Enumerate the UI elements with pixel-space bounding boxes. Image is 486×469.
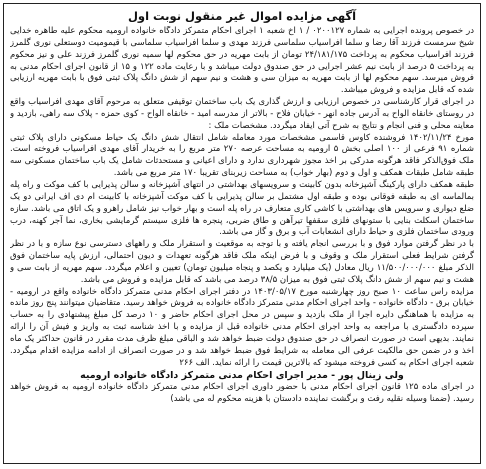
paragraph-description: طبقه همکف دارای پارکینگ آشپزخانه بدون کابینت و سرویسهای بهداشتی در انتهای آشپزخانه و سالن پذیرایی با کف موکت و راه پله بمالماسه ای به طبقه فوقانی بوده و طبقه اول مشتمل بر سالن پذیرایی با کف موکت آشپزخانه با کابینت ام دی اف ایرانی دو یک ضلع دیواری و سرویس های بهداشتی با کاشی کاری متعارف در راه پله است و بهار خواب نیز شامل راهرو و یک اتاق می باشد. سازه ساختمان اسکلت بنایی با ستونهای فلزی سقفها تیرآهن و طاق ضربی، پنجره ها فلزی سیستم گرمایشی بخاری، نما آجر کهنه، درب ورودی ساختمان فلزی و حیاط دارای انشعابات آب و برق و گاز می باشد.	[10, 179, 474, 238]
notice-body	[10, 26, 474, 459]
paragraph-case: در خصوص پرونده اجرایی به شماره ۰۲۰۰۱۲۷ / ۱ اخ شعبه ۱ اجرای احکام متمرکز دادگاه خانواده ارومیه محکوم علیه طاهره خدایی شیخ سرمست فرزند آقا رضا و سلما افراسیاب سلماسی فرزند مهدی و سلما افراسیاب سلماسی با قیمومیت دوستعلی نوری گلمرز فرزند افراسیاب محکوم به پرداخت ۲۴/۱۸۱/۱۷۵ تومان از بابت مهریه در حق محکوم لها سمیه نوری گلمرز فرزند علی و نیز محکوم به پرداخت ۵ درصد از بابت نیم عشر اجرایی در حق صندوق دولت میباشد و با رعایت ماده ۱۲۲ و ۱۵ از قانون اجرای احکام مدنی به فروش میرسد. سهم محکوم لها از بابت مهریه به میزان سی و هشت و نیم سهم از شش دانگ پلاک ثبتی فوق با بابت مهریه ارزیابی شده که قابل مزایده و فروش میباشد.	[10, 26, 474, 96]
notice-title: آگهی مزایده اموال غیر منقول نوبت اول	[127, 9, 357, 23]
paragraph-valuation: با در نظر گرفتن موارد فوق و با بررسی انجام یافته و با توجه به موقعیت و استقرار ملک و راههای دسترسی نوع سازه و با در نظر گرفتن شرایط فعلی استقرار ملک و وقوف و با فرض اینکه ملک فاقد هرگونه تعهدات و دیون احتمالی، ارزش پایه ساختمان فوق الذکر مبلغ ۱۱/۵۰۰/۰۰۰/۰۰۰ ریال معادل (یک میلیارد و یکصد و پنجاه میلیون تومان) تعیین و اعلام میگردد. سهم مهریه از بابت سی و هشت و نیم سهم از شش دانگ پلاک ثبتی فوق به میزان ۳۸/۵ درصد می باشد که قابل مزایده و فروش می باشد.	[10, 239, 474, 285]
notice-frame	[3, 3, 481, 464]
signature: ولی زینال پور - مدیر اجرای احکام مدنی متمرکز دادگاه خانواده ارومیه	[80, 370, 404, 382]
paragraph-appraisal: در اجرای قرار کارشناسی در خصوص ارزیابی و ارزش گذاری یک باب ساختمان توقیفی متعلق به مرحوم آقای مهدی افراسیاب واقع در روستای خانقاه الواح به آدرس جاده انهر - خیابان فلاح - بالاتر از مدرسه امید - خانقاه الواح - کوی حمزه - پلاک سه راهی، بازدید و معاینه محلی و فنی انجام و نتایج به شرح آتی ایفاد میگردد. مشخصات ملک :	[10, 97, 474, 131]
paragraph-property: مورخ ۱۴۰۲/۱۱/۲۴ فروشنده کاوس قاسمی مشخصات مورد معامله شامل انتقال شش دانگ یک حیاط مسکونی دارای پلاک ثبتی شماره ۹۱ فرعی از ۱۰۰ اصلی بخش ۵ ارومیه به مساحت عرصه ۲۷۰ متر مربع را به خریدار آقای مهدی افراسیاب فروخته است. ملک فوق‌الذکر فاقد هرگونه مدرکی بر اخذ مجوز شهرداری ندارد و دارای اعیانی و مستحدثات شامل یک باب ساختمان مسکونی سه طبقه شامل طبقات همکف و اول و دوم (بهار خواب) به مساحت زیربنای تقریبا ۱۷۰ متر مربع می باشد.	[10, 132, 474, 179]
paragraph-auction: مزایده راس ساعت ۱۰ صبح روز چهارشنبه مورخ ۱۴۰۳/۰۵/۱۷ در دفتر اجرای احکام مدنی متمرکز دادگاه خانواده واقع در ارومیه - خیابان برق - دادگاه خانواده - واحد اجرای احکام مدنی متمرکز دادگاه خانواده به فروش خواهد رسید. متقاضیان میتوانند پنج روز مانده به مزایده با هماهنگی دایره اجرا از ملک بازدید و سپس در محل اجرای احکام حاضر و ۱۰ درصد کل مبلغ پیشنهادی را به حساب سپرده دادگستری با مراجعه به واحد اجرای احکام مدنی خانواده قبل از مزایده و با اخذ شناسه ثبت به واریز و فیش آن را ارائه نمایند. بدیهی است در صورت انصراف در حق صندوق دولت ضبط خواهد شد و الباقی مبلغ ظرف مدت مقرر در قانون حداکثر یک ماه اخذ و در ضمن حق مالکیت عرفی الی معامله به شرایط فوق ضبط خواهد شد و در صورت انصراف از ادامه مزایده اقدام میگردد. شعبه اجرای احکام به کسی فروخته میشود که بالاترین قیمت را ارائه نماید. الف ۲۶۶	[10, 286, 474, 368]
paragraph-footer: در اجرای ماده ۱۲۵ قانون اجرای احکام مدنی با حضور داوری اجرای احکام مدنی متمرکز دادگاه خانواده ارومیه به فروش خواهد رسید. (ضمنا وسیله نقلیه رفت و برگشت نماینده دادستان با هزینه محکوم له می باشد)	[10, 382, 474, 405]
